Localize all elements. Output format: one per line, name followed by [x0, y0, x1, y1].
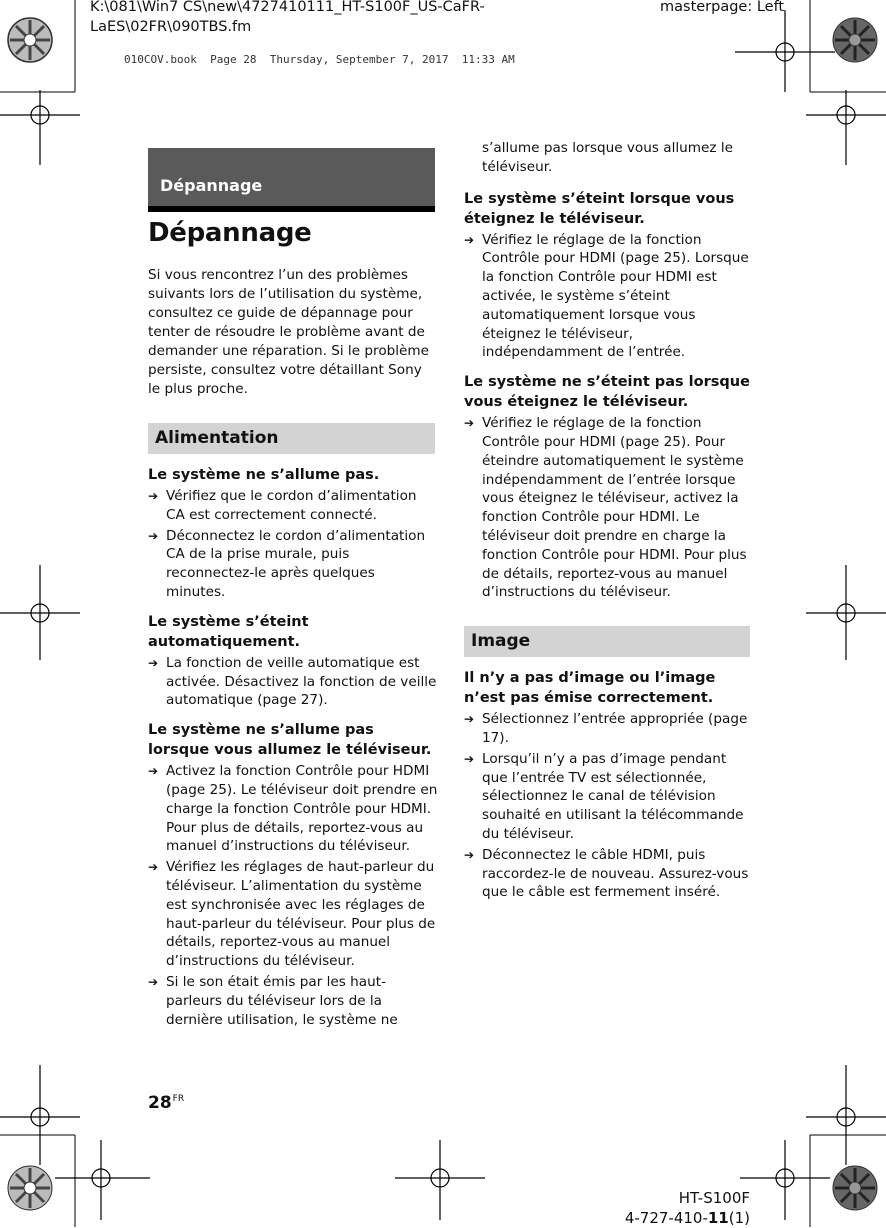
model-name: HT-S100F: [678, 1189, 750, 1207]
band-image: [464, 626, 750, 657]
issue-block: [148, 465, 438, 602]
band-alimentation: [148, 423, 435, 454]
issue-list: [464, 189, 754, 603]
section-tab: [148, 148, 435, 206]
issue-list: [464, 668, 754, 902]
band-label: Image: [471, 631, 531, 652]
solution-text: Déconnectez le cordon d’alimentation CA de la prise murale, puis reconnectez-le après quelques minutes.: [166, 527, 426, 600]
solution-text: Vérifiez le réglage de la fonction Contrôle pour HDMI (page 25). Lorsque la fonction Contrôle pour HDMI est activée, le système s’éteint automatiquement lorsque vous éteignez le téléviseur, indépendamment de l’entrée.: [482, 231, 749, 361]
solution-list: [464, 710, 754, 902]
solution-list: [148, 762, 438, 1029]
book-stamp: 010COV.book Page 28 Thursday, September 7, 2017 11:33 AM: [124, 53, 515, 66]
solution-list: [148, 654, 438, 710]
arrow-right-icon: ➔: [148, 489, 159, 503]
part-number: 4-727-410-11(1): [624, 1209, 750, 1227]
masterpage-label: masterpage: Left: [660, 0, 785, 15]
issue-block: [464, 372, 754, 602]
solution-item: [464, 750, 754, 844]
solution-text: Déconnectez le câble HDMI, puis raccordez-le de nouveau. Assurez-vous que le câble est fermement inséré.: [482, 846, 749, 901]
solution-text: Si le son était émis par les haut-parleurs du téléviseur lors de la dernière utilisation, le système ne: [166, 973, 398, 1028]
arrow-right-icon: ➔: [464, 712, 475, 727]
solution-text: Sélectionnez l’entrée appropriée (page 17).: [482, 711, 748, 746]
solution-item: [148, 527, 438, 602]
arrow-right-icon: ➔: [148, 655, 159, 670]
solution-text: Activez la fonction Contrôle pour HDMI (page 25). Le téléviseur doit prendre en charge la fonction Contrôle pour HDMI. Pour plus de détails, reportez-vous au manuel d’instructions du téléviseur.: [166, 763, 438, 855]
section-tab-label: Dépannage: [160, 176, 263, 195]
solution-item: [148, 973, 438, 1029]
page-number: $28^{FR}$: [148, 1093, 185, 1113]
solution-text: Vérifiez le réglage de la fonction Contrôle pour HDMI (page 25). Pour éteindre automatiquement le système indépendamment de l’entrée lorsque vous éteignez le téléviseur, activez la fonction Contrôle pour HDMI. Le téléviseur doit prendre en charge la fonction Contrôle pour HDMI. Pour plus de détails, reportez-vous au manuel d’instructions du téléviseur.: [482, 415, 747, 601]
arrow-right-icon: ➔: [148, 860, 159, 875]
issue-title: Le système ne s’éteint pas lorsque vous éteignez le téléviseur.: [464, 374, 750, 411]
section-rule: [148, 206, 435, 212]
solution-list: [464, 231, 754, 363]
intro-paragraph: Si vous rencontrez l’un des problèmes suivants lors de l’utilisation du système, consultez ce guide de dépannage pour tenter de résoudre le problème avant de demander une réparation. Si le problème persiste, consultez votre détaillant Sony le plus proche.: [148, 267, 430, 397]
solution-text: Vérifiez que le cordon d’alimentation CA est correctement connecté.: [166, 488, 417, 523]
solution-item: [148, 487, 438, 525]
right-column: [464, 139, 754, 912]
arrow-right-icon: ➔: [464, 416, 475, 431]
solution-list: [148, 487, 438, 602]
issue-block: [464, 189, 754, 363]
issue-title: Il n’y a pas d’image ou l’image n’est pas émise correctement.: [464, 670, 716, 707]
band-label: Alimentation: [155, 428, 279, 448]
solution-item: [148, 858, 438, 971]
arrow-right-icon: ➔: [148, 974, 159, 989]
solution-item: [148, 762, 438, 856]
arrow-right-icon: ➔: [464, 751, 475, 766]
issue-block: [148, 720, 438, 1029]
arrow-right-icon: ➔: [148, 764, 159, 779]
issue-block: [464, 668, 754, 902]
issue-block: [148, 612, 438, 710]
solution-text: La fonction de veille automatique est activée. Désactivez la fonction de veille automatique (page 27).: [166, 654, 437, 709]
issue-title: Le système ne s’allume pas lorsque vous allumez le téléviseur.: [148, 722, 432, 759]
solution-item: [148, 654, 438, 710]
continued-text: s’allume pas lorsque vous allumez le téléviseur.: [482, 140, 733, 175]
arrow-right-icon: ➔: [464, 232, 475, 247]
solution-text: Lorsqu’il n’y a pas d’image pendant que l’entrée TV est sélectionnée, sélectionnez le canal de télévision souhaité en utilisant la télécommande du téléviseur.: [482, 750, 744, 842]
solution-item: [464, 846, 754, 902]
solution-list: [464, 414, 754, 602]
issue-list: [148, 465, 438, 1029]
solution-item: [464, 710, 754, 748]
arrow-right-icon: ➔: [464, 847, 475, 862]
solution-item: [464, 414, 754, 602]
issue-title: Le système ne s’allume pas.: [148, 467, 380, 483]
issue-title: Le système s’éteint automatiquement.: [148, 613, 309, 650]
page-title: Dépannage: [148, 218, 312, 248]
issue-title: Le système s’éteint lorsque vous éteignez le téléviseur.: [464, 190, 735, 227]
footer-model-code: [625, 1188, 750, 1228]
file-path: K:\081\Win7 CS\new\4727410111_HT-S100F_US-CaFR-LaES\02FR\090TBS.fm: [90, 0, 485, 35]
arrow-right-icon: ➔: [148, 528, 159, 543]
solution-text: Vérifiez les réglages de haut-parleur du téléviseur. L’alimentation du système est synchronisée avec les réglages de haut-parleur du téléviseur. Pour plus de détails, reportez-vous au manuel d’instructions du téléviseur.: [166, 859, 436, 970]
left-column: [148, 423, 438, 1039]
solution-item: [464, 231, 754, 363]
